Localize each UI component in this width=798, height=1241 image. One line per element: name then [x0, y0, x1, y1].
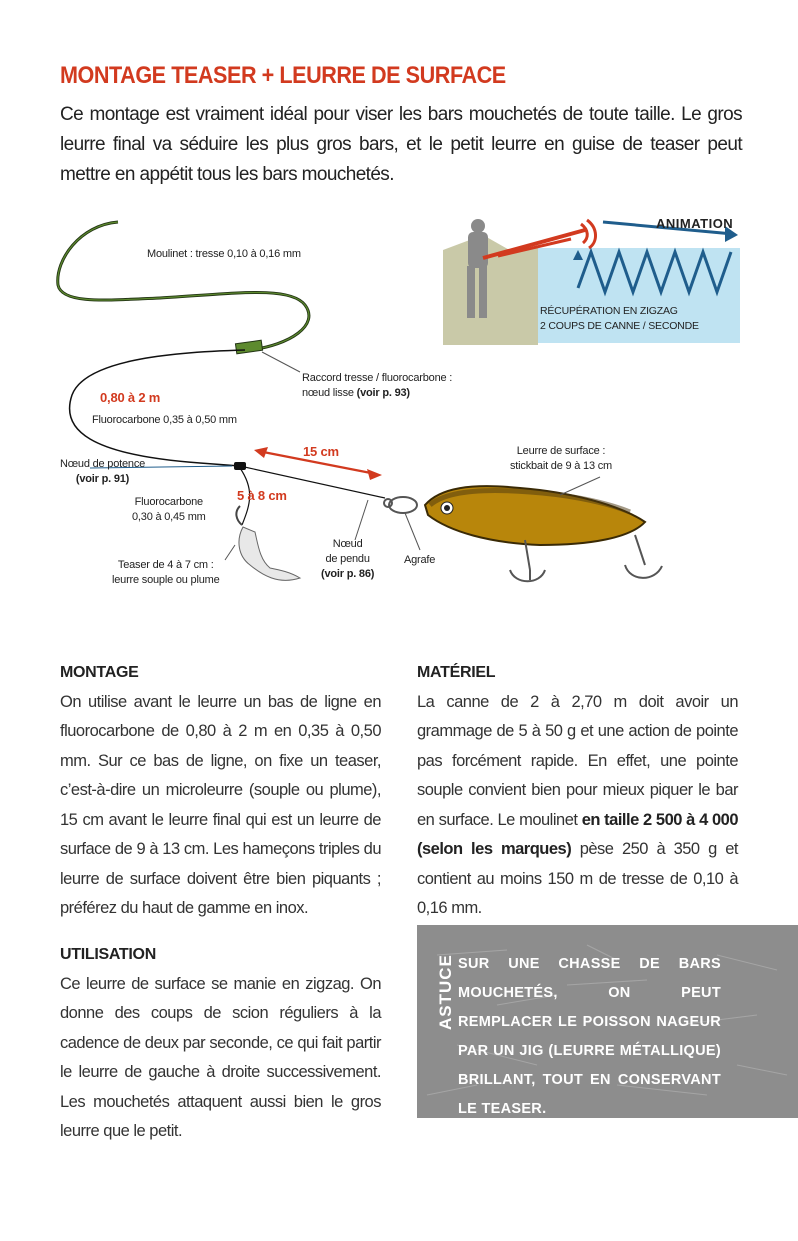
materiel-heading: MATÉRIEL — [417, 664, 496, 681]
montage-heading: MONTAGE — [60, 664, 139, 681]
teaser-lure-icon — [239, 527, 300, 580]
teaser-hook-icon — [236, 506, 242, 525]
astuce-text: SUR UNE CHASSE DE BARS MOUCHETÉS, ON PEUT REMPLACER LE POISSON NAGEUR PAR UN JIG (LEURRE MÉTALLIQUE) BRILLANT, TOUT EN CONSERVANT LE TEASER. — [458, 956, 721, 1117]
label-animation: ANIMATION — [656, 216, 734, 231]
label-fluoro-main: Fluorocarbone 0,35 à 0,50 mm — [92, 414, 237, 426]
label-potence: Nœud de potence (voir p. 91) — [60, 458, 146, 485]
label-fluoro-small: Fluorocarbone 0,30 à 0,45 mm — [132, 496, 206, 523]
montage-text: On utilise avant le leurre un bas de ligne en fluorocarbone de 0,80 à 2 m en 0,35 à 0,50 mm. Sur ce bas de ligne, on fixe un teaser, c’est-à-dire un microleurre (souple ou plume), 15 cm avant le leurre final qui est un leurre de surface de 9 à 13 cm. Les hameçons triples du leurre de surface doivent être bien piquants ; préférez du haut de gamme en inox. — [60, 692, 381, 917]
section-montage — [60, 658, 381, 924]
braid-line — [58, 222, 309, 350]
fluoro-line — [70, 350, 245, 466]
utilisation-text: Ce leurre de surface se manie en zigzag. On donne des coups de scion réguliers à la cadence de deux par seconde, ce qui fait partir le leurre de gauche à droite successivement. Les mouchetés attaquent aussi bien le gros leurre que le petit. — [60, 974, 381, 1140]
label-dist-58: 5 à 8 cm — [237, 488, 287, 503]
utilisation-heading: UTILISATION — [60, 946, 156, 963]
section-materiel — [417, 658, 738, 924]
label-agrafe: Agrafe — [404, 554, 436, 566]
knot-icon — [235, 340, 262, 354]
label-pendu: Nœud de pendu (voir p. 86) — [321, 538, 375, 580]
label-moulinet: Moulinet : tresse 0,10 à 0,16 mm — [147, 248, 301, 260]
page-title: MONTAGE TEASER + LEURRE DE SURFACE — [60, 62, 506, 89]
intro-paragraph: Ce montage est vraiment idéal pour viser les bars mouchetés de toute taille. Le gros leurre final va séduire les plus gros bars, et le petit leurre en guise de teaser peut mettre en appétit tous les bars mouchetés. — [60, 104, 742, 185]
label-len-main: 0,80 à 2 m — [100, 390, 161, 405]
label-dist-15: 15 cm — [303, 444, 339, 459]
label-raccord: Raccord tresse / fluorocarbone : nœud lisse (voir p. 93) — [302, 372, 453, 399]
astuce-label: ASTUCE — [436, 954, 455, 1030]
section-utilisation — [60, 940, 381, 1147]
label-teaser: Teaser de 4 à 7 cm : leurre souple ou plume — [112, 559, 220, 586]
label-zigzag: RÉCUPÉRATION EN ZIGZAG 2 COUPS DE CANNE / SECONDE — [540, 305, 699, 332]
snap-icon — [389, 497, 417, 513]
label-leurre: Leurre de surface : stickbait de 9 à 13 cm — [510, 445, 612, 472]
materiel-text: La canne de 2 à 2,70 m doit avoir un grammage de 5 à 50 g et une action de pointe pas forcément rapide. En effet, une pointe souple convient bien pour mieux piquer le bar en surface. Le moulinet en taille 2 500 à 4 000 (selon les marques) pèse 250 à 350 g et contient au moins 150 m de tresse de 0,10 à 0,16 mm. — [417, 692, 738, 917]
